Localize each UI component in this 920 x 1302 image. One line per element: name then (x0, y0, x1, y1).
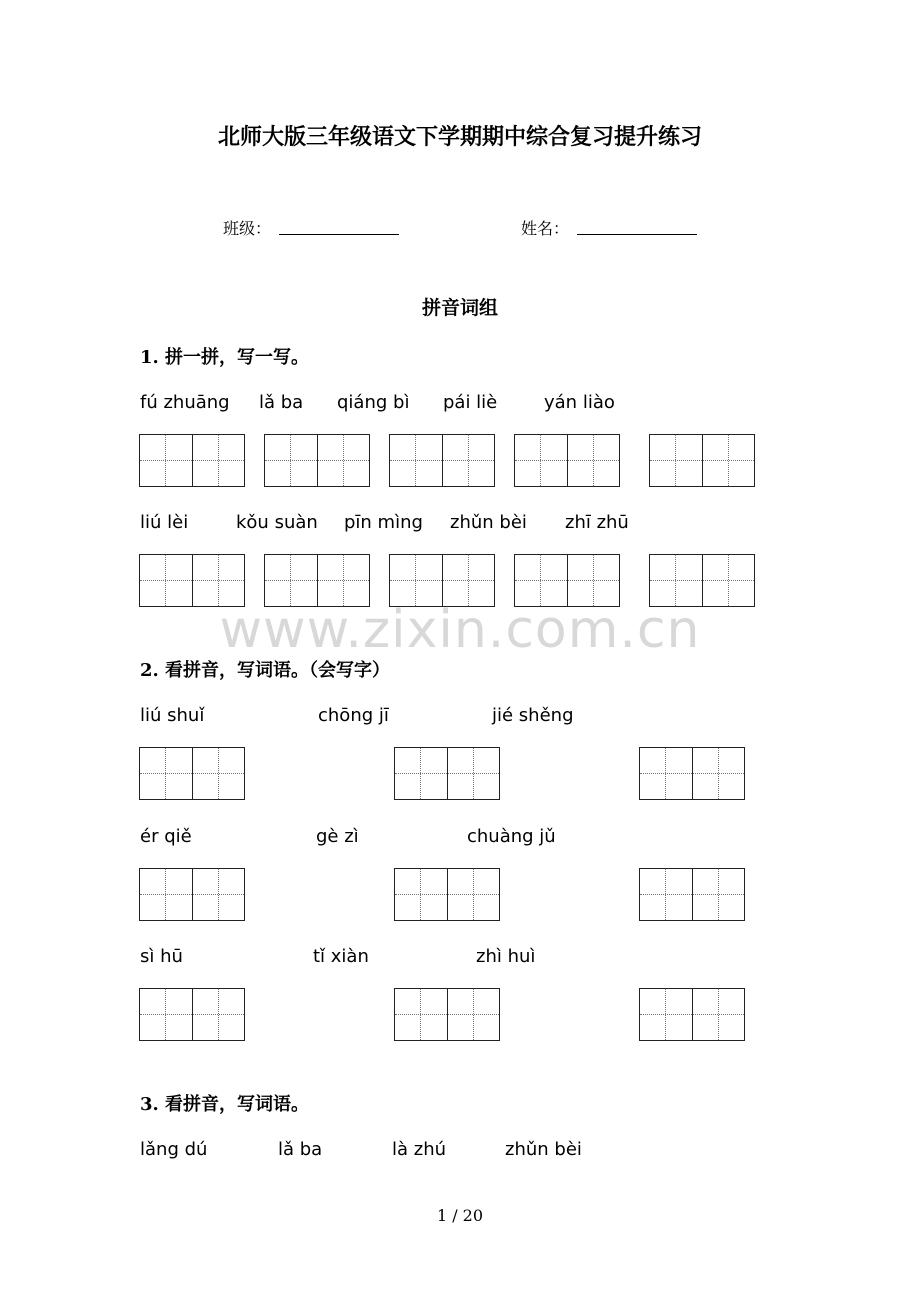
writing-grid-box[interactable] (514, 434, 620, 487)
pinyin-item: kǒu suàn (236, 512, 318, 533)
pinyin-item: pīn mìng (344, 512, 423, 533)
pinyin-item: fú zhuāng (140, 392, 230, 413)
pinyin-item: sì hū (140, 946, 183, 967)
pinyin-item: lǎng dú (140, 1139, 208, 1160)
document-title: 北师大版三年级语文下学期期中综合复习提升练习 (217, 124, 702, 150)
pinyin-item: chōng jī (318, 705, 389, 726)
name-label: 姓名： (521, 219, 570, 238)
pinyin-item: zhǔn bèi (505, 1139, 582, 1160)
pinyin-item: zhǔn bèi (450, 512, 527, 533)
pinyin-item: yán liào (544, 392, 615, 413)
watermark: www.zixin.com.cn (219, 600, 701, 660)
writing-grid-box[interactable] (394, 747, 500, 800)
question-3-heading: 3. 看拼音，写词语。 (140, 1094, 310, 1115)
section-title: 拼音词组 (421, 297, 498, 319)
writing-grid-box[interactable] (394, 868, 500, 921)
writing-grid-box[interactable] (139, 988, 245, 1041)
pinyin-item: chuàng jǔ (467, 826, 556, 847)
pinyin-item: liú lèi (140, 512, 189, 533)
pinyin-item: tǐ xiàn (313, 946, 369, 967)
pinyin-item: lǎ ba (259, 392, 304, 413)
writing-grid-box[interactable] (139, 434, 245, 487)
question-2-heading: 2. 看拼音，写词语。（会写字） (140, 660, 391, 681)
writing-grid-box[interactable] (139, 747, 245, 800)
page-number: 1 / 20 (436, 1206, 484, 1225)
pinyin-item: zhī zhū (565, 512, 629, 533)
pinyin-item: zhì huì (476, 946, 536, 967)
writing-grid-box[interactable] (639, 988, 745, 1041)
writing-grid-box[interactable] (394, 988, 500, 1041)
pinyin-item: lǎ ba (278, 1139, 323, 1160)
writing-grid-box[interactable] (264, 434, 370, 487)
writing-grid-box[interactable] (639, 868, 745, 921)
pinyin-item: qiáng bì (337, 392, 410, 413)
class-blank[interactable] (279, 234, 399, 235)
writing-grid-box[interactable] (639, 747, 745, 800)
writing-grid-box[interactable] (649, 434, 755, 487)
name-blank[interactable] (577, 234, 697, 235)
pinyin-item: jié shěng (492, 705, 574, 726)
writing-grid-box[interactable] (139, 868, 245, 921)
pinyin-item: gè zì (316, 826, 359, 847)
pinyin-item: liú shuǐ (140, 705, 205, 726)
class-label: 班级： (223, 219, 272, 238)
writing-grid-box[interactable] (389, 434, 495, 487)
question-1-heading: 1. 拼一拼，写一写。 (140, 347, 310, 368)
pinyin-item: là zhú (392, 1139, 447, 1160)
pinyin-item: ér qiě (140, 826, 192, 847)
pinyin-item: pái liè (443, 392, 498, 413)
